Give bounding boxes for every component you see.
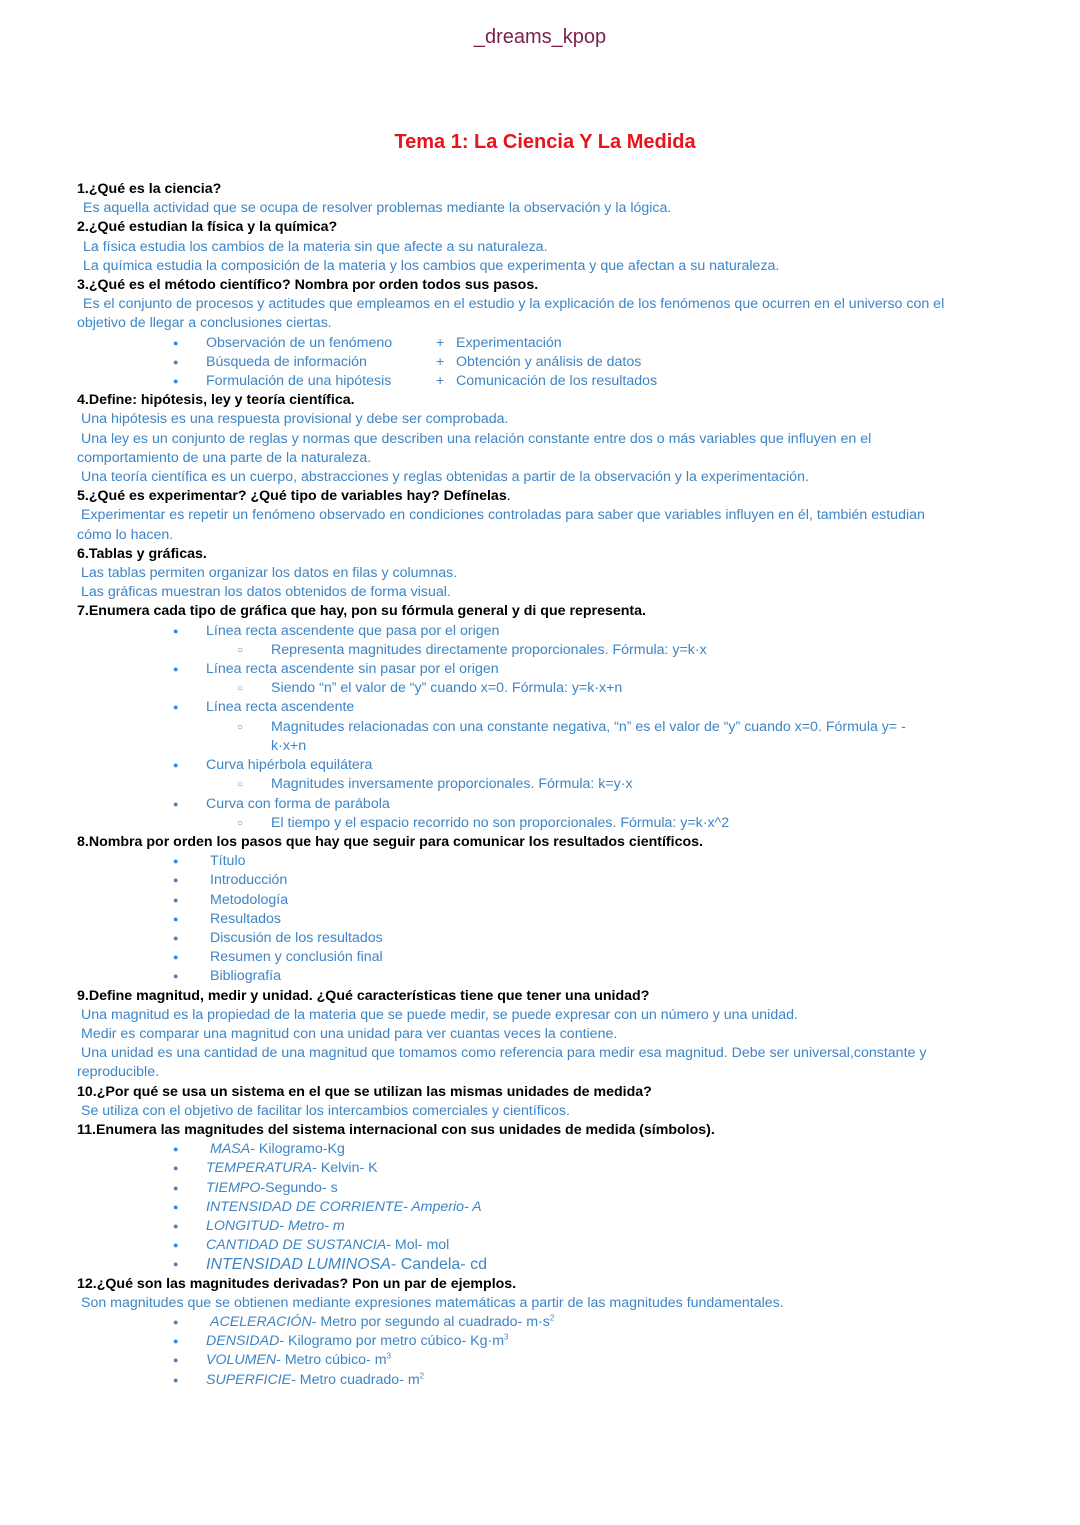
magnitude-unit: - Mol- mol [386, 1237, 450, 1254]
answer-4-hypothesis: Una hipótesis es una respuesta provisional y debe ser comprobada. [81, 411, 509, 428]
question-5: 5.¿Qué es experimentar? ¿Qué tipo de variables hay? Defínelas [77, 488, 507, 505]
list-item [77, 1159, 957, 1178]
magnitude-name: CANTIDAD DE SUSTANCIA [206, 1237, 387, 1254]
list-item [77, 1140, 957, 1159]
plus-icon: + [436, 334, 445, 351]
page-title: Tema 1: La Ciencia Y La Medida [394, 131, 696, 153]
derived-magnitudes-list [77, 1313, 957, 1390]
sub-list-item: ○ Magnitudes relacionadas con una constante negativa, “n” es el valor de “y” cuando x=0. Fórmula y= -k·x+n [77, 718, 957, 756]
magnitude-name: TEMPERATURA [206, 1160, 313, 1177]
step-left: ● Búsqueda de información [206, 353, 367, 370]
sub-list-item: ○ Siendo “n” el valor de “y” cuando x=0. Fórmula: y=k·x+n [77, 679, 957, 698]
answer-12: Son magnitudes que se obtienen mediante expresiones matemáticas a partir de las magnitudes fundamentales. [81, 1294, 784, 1311]
magnitude-unit: - Candela- cd [390, 1256, 487, 1274]
list-item: ● Título [77, 852, 957, 871]
list-item [77, 1371, 957, 1390]
list-item: ● Metodología [77, 891, 957, 910]
magnitude-unit: - Metro cúbico- m [276, 1352, 387, 1369]
step-left: ● Formulación de una hipótesis [206, 373, 392, 390]
unit-exponent: 2 [549, 1313, 555, 1323]
magnitude-unit: - Kilogramo-Kg [250, 1141, 345, 1158]
question-10: 10.¿Por qué se usa un sistema en el que se utilizan las mismas unidades de medida? [77, 1083, 652, 1100]
list-item: ● Resultados [77, 910, 957, 929]
magnitude-name: LONGITUD- Metro- m [206, 1217, 345, 1234]
list-item [77, 334, 957, 353]
plus-icon: + [436, 353, 445, 370]
list-item [77, 372, 957, 391]
list-item: ● Curva hipérbola equilátera [77, 756, 957, 775]
answer-1: Es aquella actividad que se ocupa de resolver problemas mediante la observación y la lógica. [83, 200, 672, 217]
list-item: ● Resumen y conclusión final [77, 948, 957, 967]
question-1: 1.¿Qué es la ciencia? [77, 181, 222, 197]
answer-6-graphs: Las gráficas muestran los datos obtenidos de forma visual. [81, 584, 451, 601]
graph-types-list [77, 622, 957, 833]
answer-3: Es el conjunto de procesos y actitudes que empleamos en el estudio y la explicación de los fenómenos que ocurren en el universo con el objetivo de llegar a conclusiones ciertas. [77, 296, 945, 332]
list-item: ● Curva con forma de parábola [77, 795, 957, 814]
magnitude-name: INTENSIDAD LUMINOSA [206, 1256, 391, 1274]
magnitude-name: VOLUMEN [206, 1352, 277, 1369]
list-item [77, 353, 957, 372]
question-3: 3.¿Qué es el método científico? Nombra por orden todos sus pasos. [77, 277, 539, 294]
unit-exponent: 3 [504, 1332, 509, 1342]
answer-6-tables: Las tablas permiten organizar los datos en filas y columnas. [81, 565, 458, 582]
question-4: 4.Define: hipótesis, ley y teoría científica. [77, 392, 355, 409]
magnitude-name: TIEMPO [206, 1179, 261, 1196]
list-item [77, 1236, 957, 1255]
magnitude-name: SUPERFICIE [206, 1371, 292, 1388]
answer-9-measure: Medir es comparar una magnitud con una unidad para ver cuantas veces la contiene. [81, 1025, 618, 1042]
step-right: Comunicación de los resultados [456, 373, 658, 390]
sub-list-item: ○ Representa magnitudes directamente proporcionales. Fórmula: y=k·x [77, 641, 957, 660]
answer-2-physics: La física estudia los cambios de la materia sin que afecte a su naturaleza. [83, 238, 548, 255]
list-item [77, 1351, 957, 1370]
list-item [77, 1332, 957, 1351]
question-2: 2.¿Qué estudian la física y la química? [77, 219, 338, 236]
sub-list-item: ○ El tiempo y el espacio recorrido no son proporcionales. Fórmula: y=k·x^2 [77, 814, 957, 833]
step-right: Obtención y análisis de datos [456, 353, 642, 370]
answer-9-unit: Una unidad es una cantidad de una magnitud que tomamos como referencia para medir esa magnitud. Debe ser universal,constante y reproducible. [77, 1045, 927, 1081]
question-7: 7.Enumera cada tipo de gráfica que hay, pon su fórmula general y di que representa. [77, 603, 646, 620]
question-6: 6.Tablas y gráficas. [77, 545, 207, 562]
list-item [77, 1198, 957, 1217]
list-item [77, 1179, 957, 1198]
list-item [77, 1217, 957, 1236]
magnitude-unit: -Segundo- s [260, 1179, 338, 1196]
answer-5: Experimentar es repetir un fenómeno observado en condiciones controladas para saber que variables influyen en él, también estudian cómo lo hacen. [77, 507, 925, 543]
question-9: 9.Define magnitud, medir y unidad. ¿Qué características tiene que tener una unidad? [77, 987, 650, 1004]
answer-9-magnitude: Una magnitud es la propiedad de la materia que se puede medir, se puede expresar con un número y una unidad. [81, 1006, 798, 1023]
magnitude-name: INTENSIDAD DE CORRIENTE- Amperio- A [206, 1198, 482, 1215]
answer-10: Se utiliza con el objetivo de facilitar los intercambios comerciales y científicos. [81, 1102, 570, 1119]
list-item: ● Línea recta ascendente [77, 698, 957, 717]
list-item: ● Bibliografía [77, 967, 957, 986]
si-magnitudes-list [77, 1140, 957, 1274]
magnitude-unit: - Metro cuadrado- m [291, 1371, 420, 1388]
document-body [77, 180, 957, 1390]
sub-list-item: ○ Magnitudes inversamente proporcionales. Fórmula: k=y·x [77, 775, 957, 794]
list-item: ● Línea recta ascendente sin pasar por el origen [77, 660, 957, 679]
magnitude-unit: - Kilogramo por metro cúbico- Kg·m [279, 1333, 505, 1350]
magnitude-name: ACELERACIÓN [210, 1313, 312, 1330]
list-item: ● Introducción [77, 871, 957, 890]
question-5-line [77, 487, 957, 506]
watermark: _dreams_kpop [473, 26, 607, 48]
step-right: Experimentación [456, 334, 562, 351]
plus-icon: + [436, 373, 445, 390]
scientific-method-steps [77, 334, 957, 392]
magnitude-unit: - Metro por segundo al cuadrado- m·s [311, 1313, 550, 1330]
answer-2-chemistry: La química estudia la composición de la materia y los cambios que experimenta y que afectan a su naturaleza. [83, 257, 780, 274]
question-11: 11.Enumera las magnitudes del sistema internacional con sus unidades de medida (símbolos). [77, 1121, 715, 1138]
magnitude-unit: - Kelvin- K [312, 1160, 378, 1177]
unit-exponent: 2 [419, 1370, 425, 1380]
question-12: 12.¿Qué son las magnitudes derivadas? Pon un par de ejemplos. [77, 1275, 517, 1292]
step-left: ● Observación de un fenómeno [206, 334, 393, 351]
question-8: 8.Nombra por orden los pasos que hay que seguir para comunicar los resultados científicos. [77, 833, 703, 850]
unit-exponent: 3 [386, 1351, 391, 1361]
communication-steps-list [77, 852, 957, 986]
magnitude-name: DENSIDAD [206, 1333, 280, 1350]
list-item [77, 1255, 957, 1274]
list-item [77, 1313, 957, 1332]
magnitude-name: MASA [210, 1141, 251, 1158]
list-item: ● Discusión de los resultados [77, 929, 957, 948]
question-5-period: . [506, 488, 511, 505]
answer-4-law: Una ley es un conjunto de reglas y normas que describen una relación constante entre dos o más variables que influyen en el comportamiento de una parte de la naturaleza. [77, 430, 872, 466]
answer-4-theory: Una teoría científica es un cuerpo, abstracciones y reglas obtenidas a partir de la observación y la experimentación. [81, 469, 809, 486]
list-item: ● Línea recta ascendente que pasa por el origen [77, 622, 957, 641]
